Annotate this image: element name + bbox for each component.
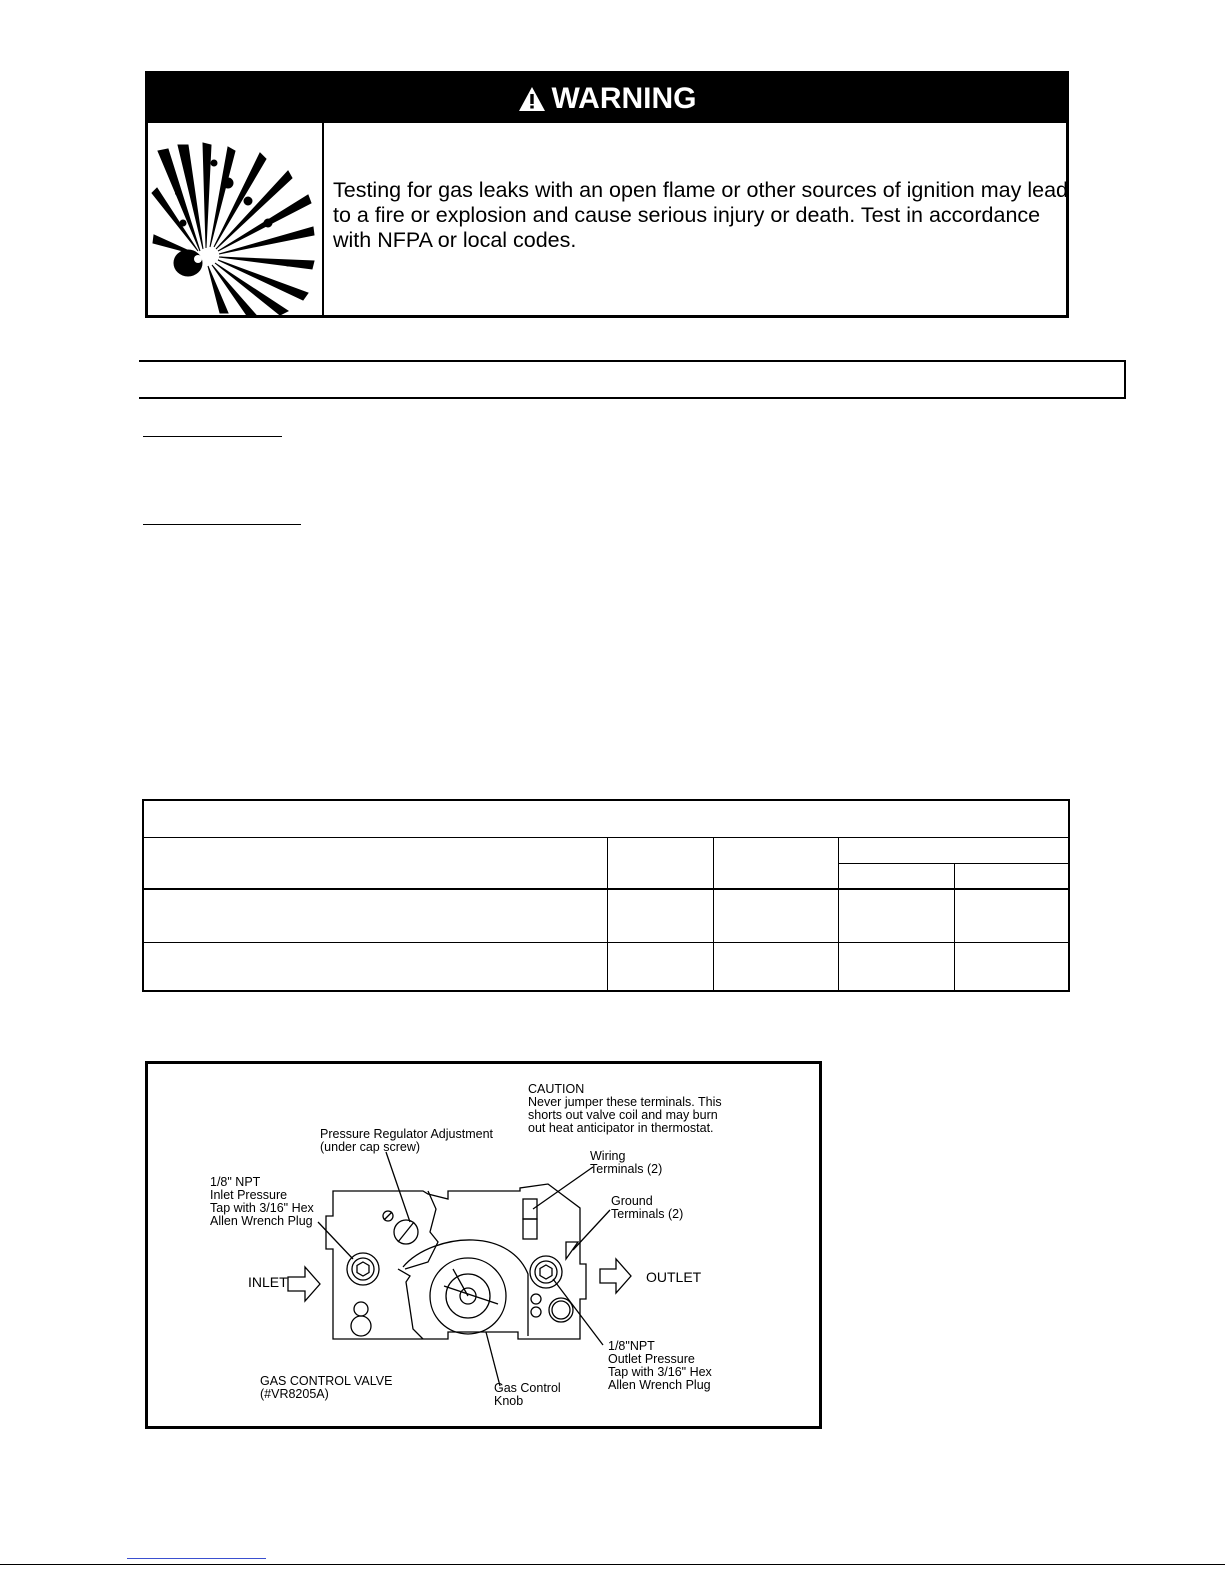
caution-text-1: Never jumper these terminals. This bbox=[528, 1095, 722, 1109]
explosion-pictogram bbox=[148, 123, 324, 315]
knob-label-2: Knob bbox=[494, 1394, 524, 1408]
inlet-tap-label-4: Allen Wrench Plug bbox=[210, 1214, 313, 1228]
warning-triangle-icon bbox=[518, 86, 546, 112]
table-col-rule bbox=[838, 837, 839, 990]
outlet-tap-label-2: Outlet Pressure bbox=[608, 1352, 695, 1366]
gas-valve-drawing bbox=[148, 1064, 819, 1426]
explosion-icon bbox=[148, 123, 320, 318]
table-rule bbox=[144, 942, 1068, 943]
caution-title: CAUTION bbox=[528, 1082, 585, 1096]
regulator-label-2: (under cap screw) bbox=[320, 1140, 421, 1154]
subheading-rule-2 bbox=[143, 524, 301, 525]
inlet-label: INLET bbox=[248, 1274, 288, 1290]
inlet-tap-label-3: Tap with 3/16" Hex bbox=[210, 1201, 314, 1215]
footer-link-underline bbox=[127, 1558, 266, 1559]
valve-label-1: GAS CONTROL VALVE bbox=[260, 1374, 393, 1388]
warning-box bbox=[145, 71, 1069, 318]
ground-label-2: Terminals (2) bbox=[611, 1207, 684, 1221]
spec-table bbox=[142, 799, 1070, 992]
outlet-label: OUTLET bbox=[646, 1269, 702, 1285]
table-rule bbox=[144, 888, 1068, 890]
table-col-rule bbox=[954, 863, 955, 990]
warning-message: Testing for gas leaks with an open flame or other sources of ignition may lead to a fire or explosion and cause serious injury or death. Test in accordance with NFPA or local codes. bbox=[333, 178, 1068, 252]
caution-text-3: out heat anticipator in thermostat. bbox=[528, 1121, 714, 1135]
wiring-label-2: Terminals (2) bbox=[590, 1162, 663, 1176]
table-col-rule bbox=[713, 837, 714, 990]
valve-label-2: (#VR8205A) bbox=[260, 1387, 329, 1401]
outlet-tap-label-3: Tap with 3/16" Hex bbox=[608, 1365, 712, 1379]
outlet-tap-label-1: 1/8"NPT bbox=[608, 1339, 655, 1353]
caution-text-2: shorts out valve coil and may burn bbox=[528, 1108, 718, 1122]
inlet-tap-label-1: 1/8" NPT bbox=[210, 1175, 261, 1189]
regulator-label-1: Pressure Regulator Adjustment bbox=[320, 1127, 494, 1141]
knob-label-1: Gas Control bbox=[494, 1381, 561, 1395]
outlet-tap-label-4: Allen Wrench Plug bbox=[608, 1378, 711, 1392]
wiring-label-1: Wiring bbox=[590, 1149, 626, 1163]
warning-header bbox=[148, 74, 1066, 123]
inlet-tap-label-2: Inlet Pressure bbox=[210, 1188, 288, 1202]
footer-rule bbox=[0, 1564, 1225, 1565]
ground-label-1: Ground bbox=[611, 1194, 653, 1208]
gas-valve-diagram bbox=[145, 1061, 822, 1429]
warning-title: WARNING bbox=[551, 81, 697, 115]
section-heading-bar bbox=[139, 360, 1126, 399]
table-rule bbox=[838, 863, 1068, 864]
table-rule bbox=[144, 837, 1068, 838]
subheading-rule-1 bbox=[143, 436, 282, 437]
table-col-rule bbox=[607, 837, 608, 990]
